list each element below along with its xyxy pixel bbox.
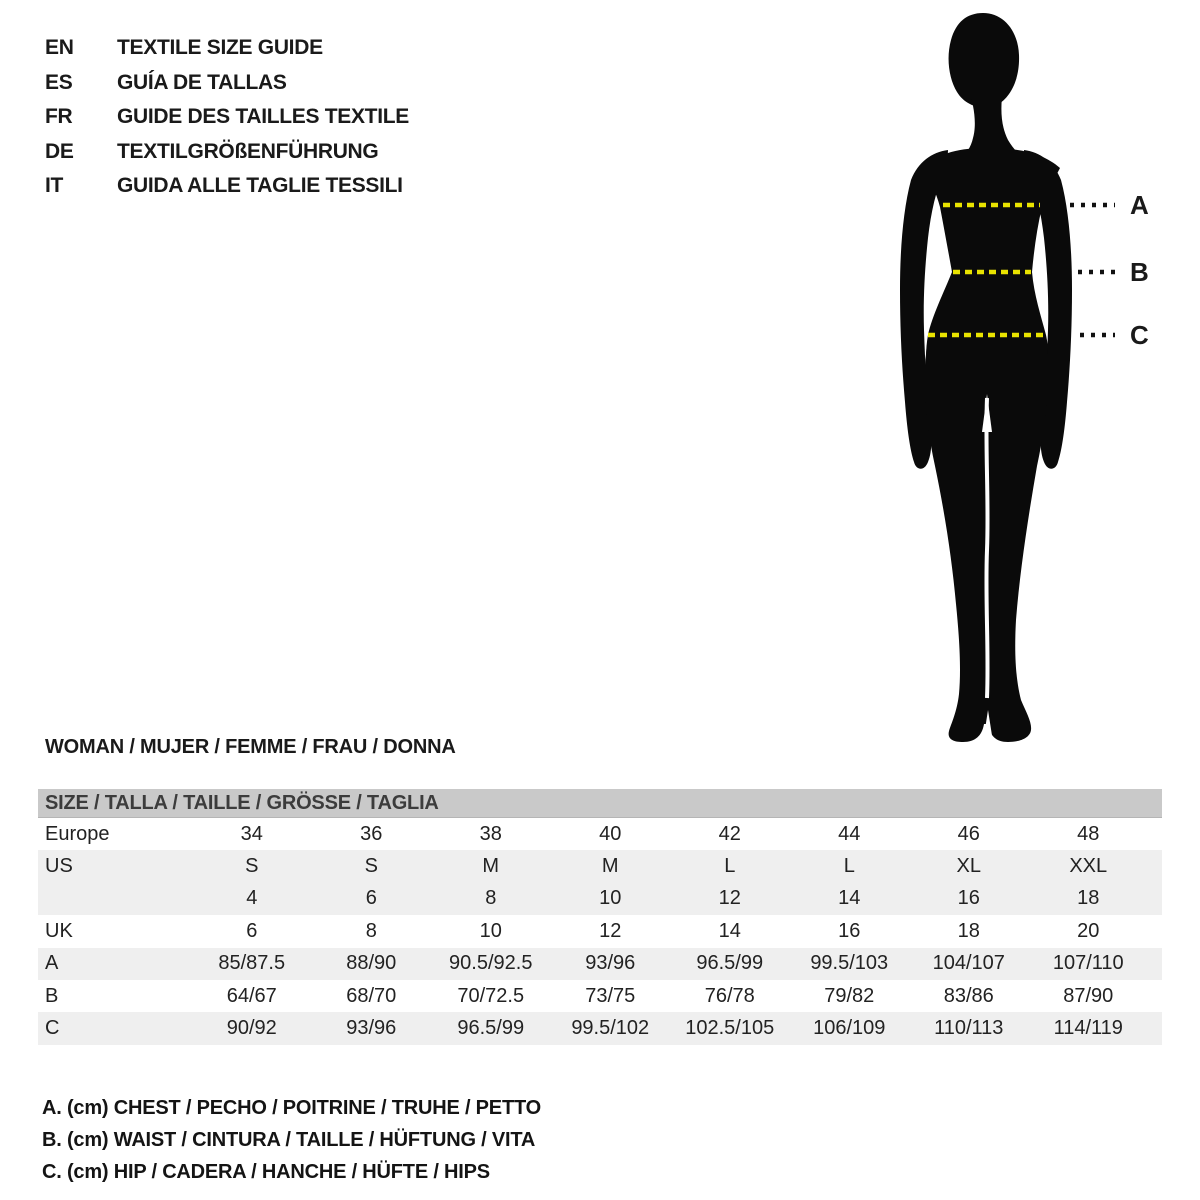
table-cell: 87/90 (1063, 984, 1114, 1007)
table-cell: 4 (246, 887, 258, 910)
size-table-header: SIZE / TALLA / TAILLE / GRÖSSE / TAGLIA (38, 789, 1162, 818)
table-cell: 16 (957, 887, 980, 910)
row-label: Europe (45, 822, 110, 845)
table-row-uk (38, 915, 1162, 947)
table-cell: 83/86 (943, 984, 994, 1007)
table-cell: 106/109 (813, 1017, 886, 1040)
table-cell: 12 (718, 887, 741, 910)
table-cell: S (245, 855, 259, 878)
table-cell: 79/82 (824, 984, 875, 1007)
table-cell: 42 (718, 822, 741, 845)
table-cell: 73/75 (585, 984, 636, 1007)
table-cell: 6 (246, 919, 258, 942)
table-cell: 16 (838, 919, 861, 942)
measure-label-a: A (1130, 190, 1149, 220)
language-code-fr: FR (45, 105, 73, 128)
table-cell: 10 (479, 919, 502, 942)
table-cell: 93/96 (585, 952, 636, 975)
language-label-en: TEXTILE SIZE GUIDE (117, 36, 323, 59)
language-code-es: ES (45, 70, 73, 94)
table-cell: 102.5/105 (685, 1017, 775, 1040)
table-cell: 90/92 (226, 1017, 277, 1040)
table-cell: 20 (1077, 919, 1100, 942)
language-row-de (45, 135, 409, 170)
table-row-europe (38, 818, 1162, 850)
table-cell: 96.5/99 (457, 1017, 525, 1040)
language-code-en: EN (45, 36, 74, 59)
row-label: US (45, 855, 73, 878)
table-cell: 44 (838, 822, 861, 845)
table-cell: 93/96 (346, 1017, 397, 1040)
table-cell: 114/119 (1053, 1017, 1123, 1040)
table-row-us-letters (38, 850, 1162, 882)
table-cell: 18 (1077, 887, 1100, 910)
table-cell: 38 (479, 822, 502, 845)
table-row-chest (38, 948, 1162, 980)
table-row-hip (38, 1012, 1162, 1044)
language-code-de: DE (45, 139, 74, 163)
language-label-fr: GUIDE DES TAILLES TEXTILE (117, 105, 409, 128)
table-cell: 14 (718, 919, 741, 942)
measure-label-c: C (1130, 320, 1149, 350)
table-cell: 99.5/103 (810, 952, 889, 975)
language-row-en (45, 31, 409, 66)
table-cell: 8 (485, 887, 497, 910)
table-cell: 88/90 (346, 952, 397, 975)
language-label-de: TEXTILGRÖßENFÜHRUNG (117, 139, 379, 163)
measure-label-b: B (1130, 257, 1149, 287)
table-cell: 70/72.5 (457, 984, 525, 1007)
row-label: B (45, 984, 59, 1007)
table-cell: 12 (599, 919, 622, 942)
size-table (38, 789, 1162, 1045)
table-cell: XXL (1069, 855, 1108, 878)
language-label-es: GUÍA DE TALLAS (117, 70, 287, 94)
table-cell: S (364, 855, 378, 878)
table-cell: 104/107 (932, 952, 1005, 975)
table-cell: M (482, 855, 500, 878)
legend-waist: B. (cm) WAIST / CINTURA / TAILLE / HÜFTUNG / VITA (42, 1129, 536, 1151)
language-label-it: GUIDA ALLE TAGLIE TESSILI (117, 174, 403, 197)
language-row-fr (45, 100, 409, 135)
table-cell: 10 (599, 887, 622, 910)
between-legs-gap (986, 398, 987, 698)
row-label: UK (45, 919, 73, 942)
table-cell: XL (956, 855, 981, 878)
language-list (45, 31, 409, 204)
table-cell: 99.5/102 (571, 1017, 650, 1040)
language-code-it: IT (45, 174, 64, 197)
section-title: WOMAN / MUJER / FEMME / FRAU / DONNA (45, 736, 456, 758)
table-cell: 110/113 (934, 1017, 1004, 1040)
table-cell: 18 (957, 919, 980, 942)
table-cell: 8 (365, 919, 377, 942)
row-label: A (45, 952, 59, 975)
table-cell: 48 (1077, 822, 1100, 845)
table-cell: 68/70 (346, 984, 397, 1007)
table-cell: 34 (240, 822, 263, 845)
table-cell: 85/87.5 (218, 952, 286, 975)
table-cell: 96.5/99 (696, 952, 764, 975)
legend-hip: C. (cm) HIP / CADERA / HANCHE / HÜFTE / HIPS (42, 1161, 490, 1183)
table-cell: 6 (365, 887, 377, 910)
table-cell: 64/67 (226, 984, 277, 1007)
table-row-waist (38, 980, 1162, 1012)
table-cell: M (601, 855, 619, 878)
table-cell: 46 (957, 822, 980, 845)
measurement-legend (42, 1092, 541, 1188)
legend-chest: A. (cm) CHEST / PECHO / POITRINE / TRUHE / PETTO (42, 1097, 541, 1119)
table-cell: 107/110 (1052, 952, 1124, 975)
table-cell: L (843, 855, 855, 878)
table-row-us-numbers (38, 883, 1162, 915)
row-label: C (45, 1017, 60, 1040)
table-cell: 40 (599, 822, 622, 845)
table-cell: 14 (838, 887, 861, 910)
table-cell: 76/78 (704, 984, 755, 1007)
table-cell: 36 (360, 822, 383, 845)
language-row-it (45, 169, 409, 204)
woman-silhouette-figure (870, 0, 1200, 770)
table-cell: L (724, 855, 736, 878)
table-cell: 90.5/92.5 (449, 952, 533, 975)
language-row-es (45, 66, 409, 101)
